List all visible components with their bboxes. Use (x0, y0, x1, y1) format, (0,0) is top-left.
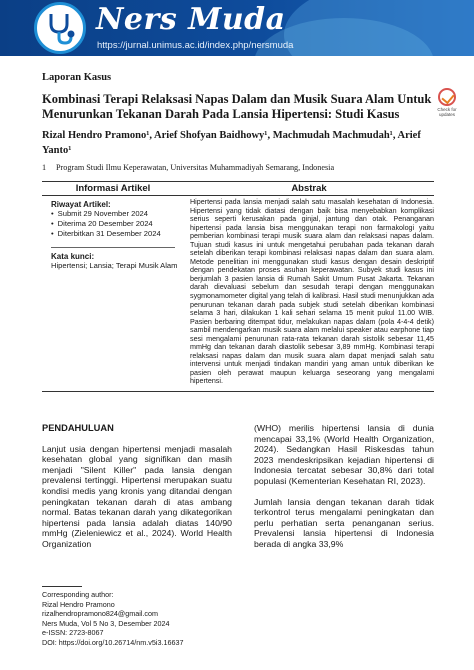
footnote-label: Corresponding author: (42, 590, 114, 599)
affiliation-text: Program Studi Ilmu Keperawatan, Universitas Muhammadiyah Semarang, Indonesia (56, 163, 335, 172)
history-item: • Submit 29 November 2024 (51, 209, 184, 219)
body-paragraph: Jumlah lansia dengan tekanan darah tidak terkontrol terus mengalami peningkatan dan perlu perhatian serta penanganan serius. Prevalensi lansia hipertensi di Indonesia berada di angka 33,9% (254, 496, 434, 549)
divider (42, 586, 82, 587)
affiliation-marker: 1 (42, 163, 47, 172)
history-item: • Diterima 20 Desember 2024 (51, 219, 184, 229)
issn: e-ISSN: 2723-8067 (42, 628, 104, 638)
abstract-text: Hipertensi pada lansia menjadi salah satu masalah kesehatan di Indonesia. Hipertensi yang tidak diatasi dengan baik bisa menyebabkan komplikasi serius seperti kerusakan pada ginjal, jantung dan otak. Penanganan hipertensi pada lansia bisa menggunakan terapi non farmakologi yaitu pemberian kombinasi terapi musik suara alam dan relaksasi napas dalam. Tujuan studi kasus ini untuk mengetahui perubahan pada tekanan darah setelah diberikan terapi kombinasi relaksasi napas dalam dan suara alam. Metode penelitian ini menggunakan studi kasus dengan desain deskriptif dengan pendekatan proses asuhan keperawatan. Subyek studi kasus ini berjumlah 3 pasien lansia di Rumah Sakit Umum Pusat Jakarta. Tekanan darah dievaluasi sebelum dan sesudah terapi dengan menggunakan sygmonamometer digital yang telah di kalibrasi. Hasil studi menunjukkan ada penurunan tekanan darah pada subjek studi setelah diberikan kombinasi selama 3 hari, dilakukan 1 kali sehari selama 15 menit pukul 11.00 WIB. Pasien berbaring ditempat tidur, melakukan napas dalam (pola 4-4-4 detik) sambil mendengarkan musik suara alam melalui speaker atau earphone tiap sesi mengalami penurunan rata-rata tekanan darah sistolik sebesar 11,45 mmHg dan tekanan darah diastolik sebesar 3,89 mmHg. Kombinasi terapi relaksasi napas dalam dan musik suara alam dapat menjadi salah satu intervensi untuk menjadi tindakan mandiri yang aman untuk diberikan ke pasien oleh perawat maupun keluarga seseorang yang mengalami hipertensi. (190, 198, 434, 386)
article-info-heading: Informasi Artikel (75, 183, 151, 194)
section-title: PENDAHULUAN (42, 423, 114, 433)
journal-url[interactable]: https://jurnal.unimus.ac.id/index.php/nersmuda (97, 40, 294, 51)
body-paragraph: (WHO) merilis hipertensi lansia di dunia mencapai 33,1% (World Health Organization, 2024). Sedangkan Hasil Riskesdas tahun 2023 mendeskripsikan kejadian hipertensi di Indonesia tercatat sebesar 30,8% dari total populasi (Kementerian Kesehatan RI, 2023). (254, 423, 434, 486)
body-column-left (42, 423, 232, 550)
update-check-icon (438, 88, 456, 106)
check-for-updates-badge[interactable] (434, 88, 460, 117)
divider (42, 391, 434, 392)
keywords: Hipertensi; Lansia; Terapi Musik Alam (51, 261, 178, 270)
corresponding-author-footnote (42, 586, 292, 648)
article-title: Kombinasi Terapi Relaksasi Napas Dalam dan Musik Suara Alam Untuk Menurunkan Tekanan Darah Pada Lansia Hipertensi: Studi Kasus (42, 92, 432, 121)
stethoscope-icon (45, 12, 77, 46)
author-name: Rizal Hendro Pramono (42, 599, 115, 609)
article-authors: Rizal Hendro Pramono¹, Arief Shofyan Baidhowy¹, Machmudah Machmudah¹, Arief Yanto¹ (42, 130, 421, 156)
doi-link[interactable]: DOI: https://doi.org/10.26714/nm.v5i3.16637 (42, 637, 184, 647)
journal-citation: Ners Muda, Vol 5 No 3, Desember 2024 (42, 618, 170, 628)
history-label: Riwayat Artikel: (51, 200, 111, 209)
update-badge-label: Check for updates (437, 107, 457, 117)
journal-logo (34, 2, 86, 54)
abstract-heading: Abstrak (291, 183, 327, 194)
body-column-right (254, 423, 434, 560)
article-type: Laporan Kasus (42, 72, 112, 83)
journal-banner (0, 0, 474, 56)
info-table-header (42, 181, 434, 196)
keywords-label: Kata kunci: (51, 252, 95, 261)
history-list (51, 209, 184, 239)
history-item: • Diterbitkan 31 Desember 2024 (51, 229, 184, 239)
author-email[interactable]: rizalhendropramono824@gmail.com (42, 609, 158, 619)
journal-name: Ners Muda (96, 2, 286, 37)
affiliation (42, 163, 434, 172)
divider (51, 247, 175, 248)
article-info-panel (42, 196, 184, 391)
body-paragraph: Lanjut usia dengan hipertensi menjadi masalah kesehatan global yang signifikan dan masih menjadi "Silent Killer" pada lansia dengan prevalensi tertinggi. Hipertensi merupakan suatu kondisi medis yang kronis yang ditandai dengan peningkatan tekanan darah di atas ambang normal. Batas tekanan darah yang dikategorikan hipertensi pada lansia adalah diatas 140/90 mmHg (Zieleniewicz et al., 2024). World Health Organization (42, 443, 232, 549)
